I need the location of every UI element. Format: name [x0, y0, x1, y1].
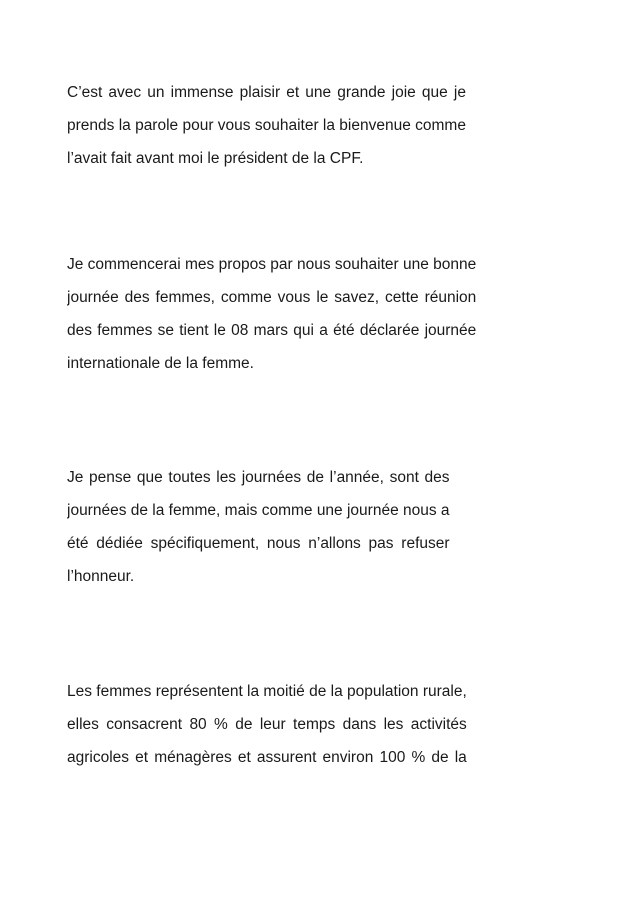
text-line: prends la parole pour vous souhaiter la bienvenue comme — [67, 117, 466, 134]
paragraph-womens-day — [67, 248, 476, 380]
text-line: elles consacrent 80 % de leur temps dans les activités — [67, 716, 467, 733]
text-line: C’est avec un immense plaisir et une grande joie que je — [67, 84, 466, 101]
text-line: l’honneur. — [67, 568, 135, 585]
paragraph-every-day — [67, 461, 450, 593]
text-line: été dédiée spécifiquement, nous n’allons pas refuser — [67, 535, 450, 552]
text-line: Je commencerai mes propos par nous souhaiter une bonne — [67, 256, 477, 273]
text-line: Je pense que toutes les journées de l’année, sont des — [67, 469, 450, 486]
text-line: agricoles et ménagères et assurent environ 100 % de la — [67, 749, 467, 766]
text-line: journées de la femme, mais comme une journée nous a — [67, 502, 450, 519]
text-line: Les femmes représentent la moitié de la population rurale, — [67, 683, 467, 700]
text-line: l’avait fait avant moi le président de la CPF. — [67, 150, 364, 167]
text-line: internationale de la femme. — [67, 355, 254, 372]
text-line: journée des femmes, comme vous le savez, cette réunion — [67, 289, 477, 306]
paragraph-welcome — [67, 76, 466, 175]
paragraph-rural-women — [67, 675, 467, 774]
text-line: des femmes se tient le 08 mars qui a été déclarée journée — [67, 322, 477, 339]
